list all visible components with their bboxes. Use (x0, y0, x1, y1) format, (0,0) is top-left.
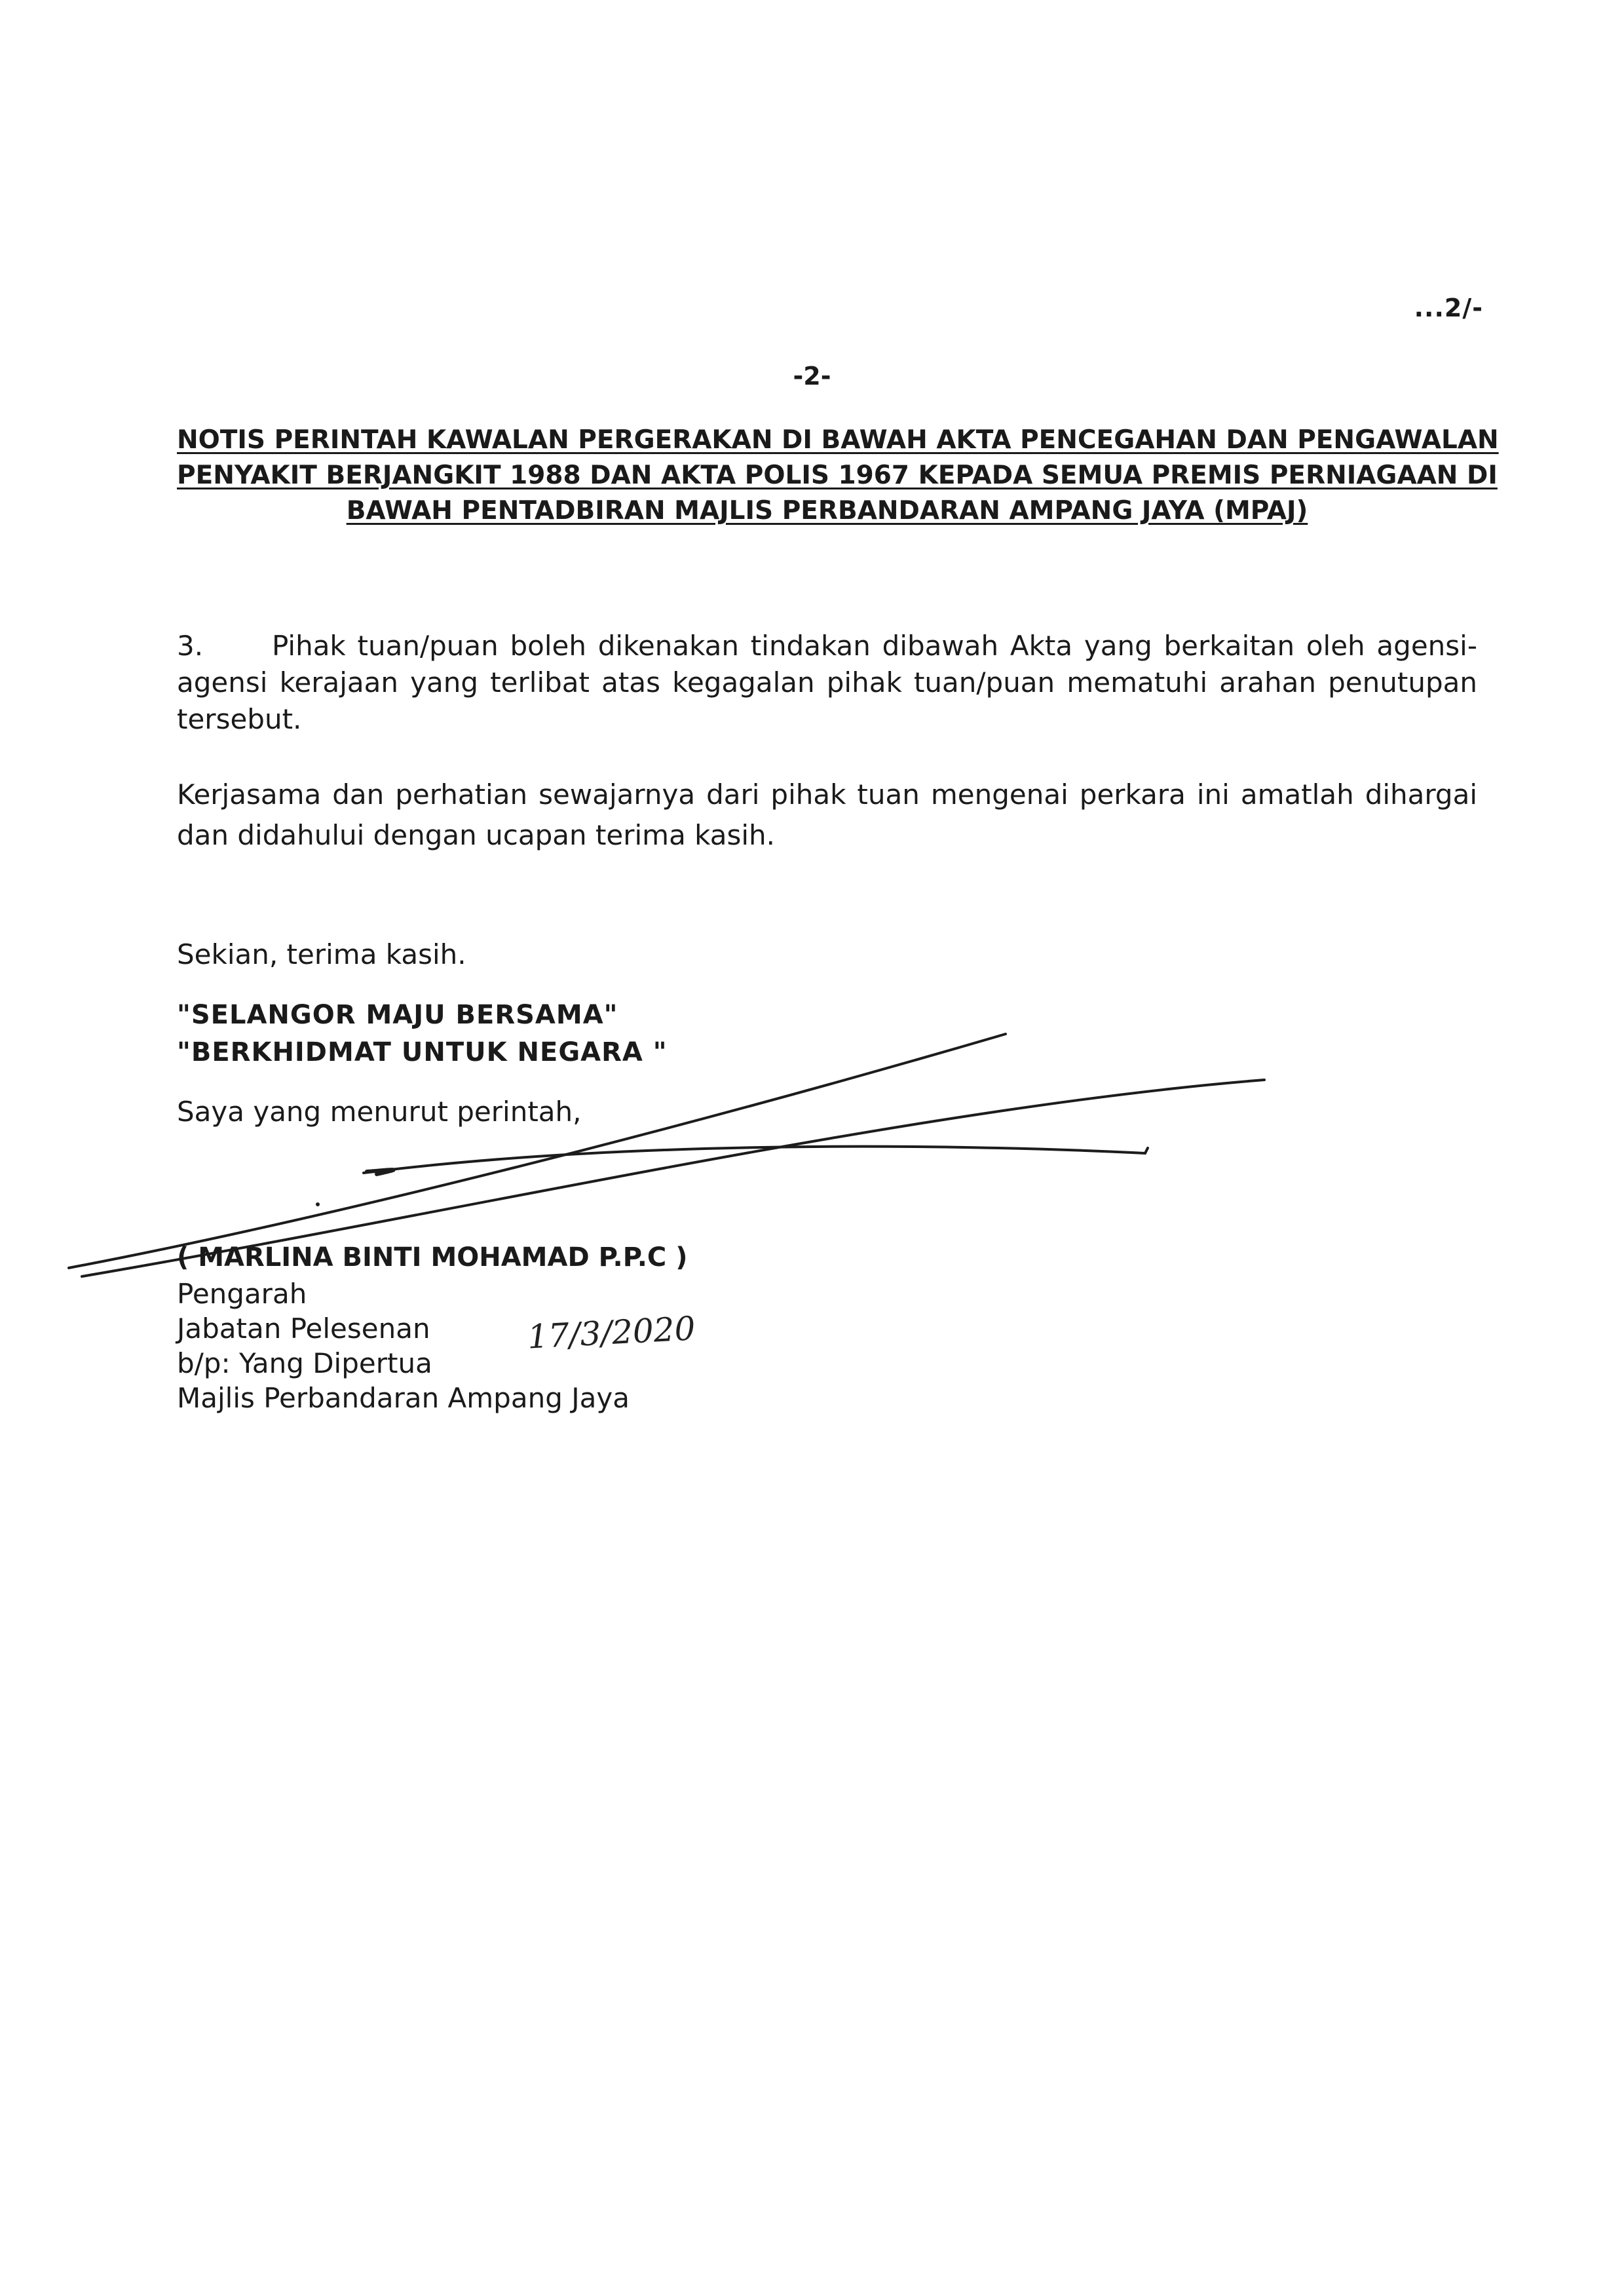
notice-title-line: NOTIS PERINTAH KAWALAN PERGERAKAN DI BAWAH AKTA PENCEGAHAN DAN PENGAWALAN (177, 425, 1499, 455)
paragraph-number: 3. (177, 630, 204, 662)
signatory-position: Pengarah (177, 1278, 307, 1310)
handwritten-date: 17/3/2020 (526, 1309, 696, 1356)
page-number: -2- (793, 362, 831, 391)
signatory-name: ( MARLINA BINTI MOHAMAD P.P.C ) (177, 1242, 688, 1272)
page-reference: ...2/- (1414, 294, 1483, 322)
signature-intro: Saya yang menurut perintah, (177, 1096, 582, 1128)
notice-title (177, 423, 1499, 529)
signatory-on-behalf: b/p: Yang Dipertua (177, 1347, 432, 1379)
signatory-organisation: Majlis Perbandaran Ampang Jaya (177, 1382, 630, 1414)
paragraph-3 (177, 628, 1477, 738)
motto-line-1: "SELANGOR MAJU BERSAMA" (177, 1000, 618, 1030)
paragraph-3-text: Pihak tuan/puan boleh dikenakan tindakan dibawah Akta yang berkaitan oleh agensi-agensi kerajaan yang terlibat atas kegagalan pihak tuan/puan mematuhi arahan penutupan tersebut. (177, 630, 1477, 735)
salutation: Sekian, terima kasih. (177, 938, 466, 970)
motto-line-2: "BERKHIDMAT UNTUK NEGARA " (177, 1037, 668, 1067)
notice-title-line: BAWAH PENTADBIRAN MAJLIS PERBANDARAN AMPANG JAYA (MPAJ) (346, 496, 1308, 526)
closing-paragraph: Kerjasama dan perhatian sewajarnya dari pihak tuan mengenai perkara ini amatlah dihargai dan didahului dengan ucapan terima kasih. (177, 778, 1477, 851)
signatory-department: Jabatan Pelesenan (177, 1312, 430, 1345)
notice-title-line: PENYAKIT BERJANGKIT 1988 DAN AKTA POLIS 1967 KEPADA SEMUA PREMIS PERNIAGAAN DI (177, 461, 1498, 490)
